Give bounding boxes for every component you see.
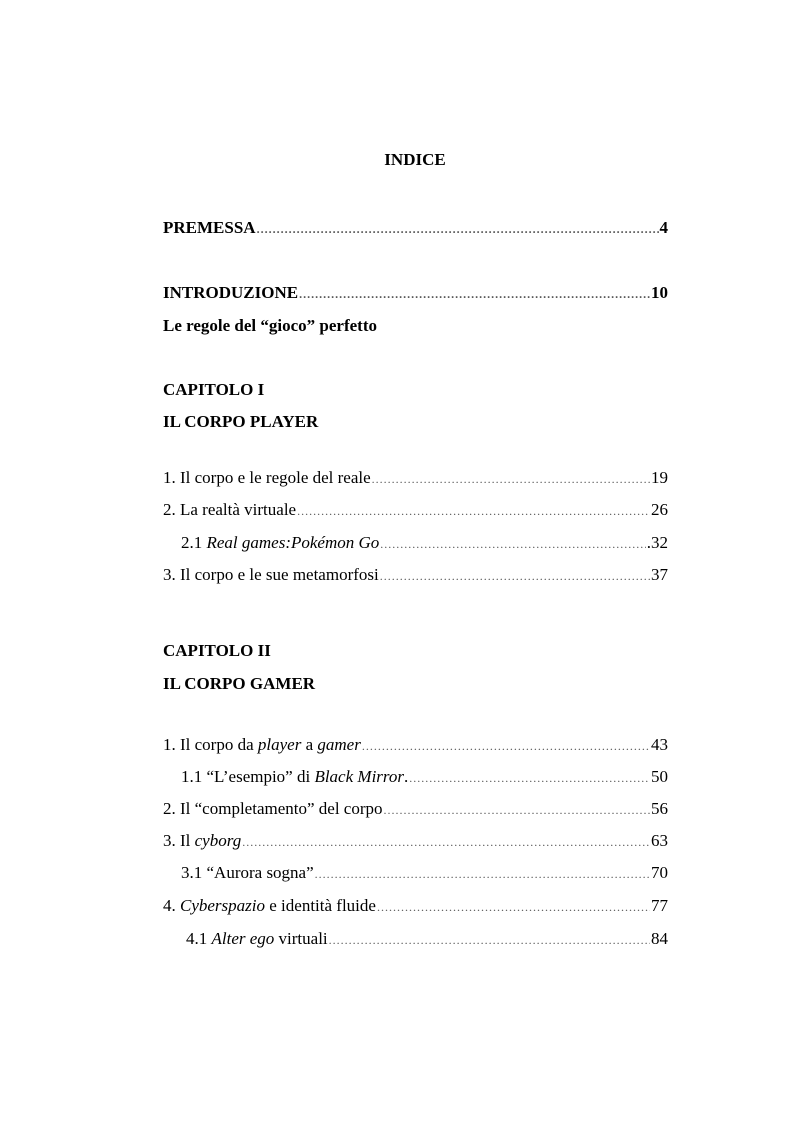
toc-entry-2-1 [163, 735, 668, 757]
toc-entry-label: PREMESSA [163, 218, 256, 237]
toc-entry-1-1 [163, 468, 668, 490]
leader-dots [242, 831, 650, 851]
leader-dots [380, 533, 645, 553]
toc-entry-label: 1. Il corpo e le regole del reale [163, 468, 371, 487]
toc-page-number: 56 [651, 799, 668, 818]
toc-page-number: .32 [646, 533, 668, 552]
toc-entry-2-3 [163, 831, 668, 853]
leader-dots [257, 218, 659, 238]
label-prefix: 3. Il [163, 831, 195, 850]
label-italic: cyborg [194, 831, 242, 850]
leader-dots [297, 500, 650, 520]
label-prefix: 4. [163, 896, 180, 915]
toc-entry-label [181, 767, 408, 787]
toc-page-number: 77 [651, 896, 668, 915]
label-italic: Cyberspazio [180, 896, 265, 915]
toc-page-number: 84 [651, 929, 668, 948]
leader-dots [315, 863, 650, 883]
label-italic: player [257, 735, 302, 754]
label-suffix: . [404, 767, 409, 786]
toc-page-number: 10 [651, 283, 668, 302]
label-suffix: e identità fluide [265, 896, 376, 915]
toc-page-number: 37 [651, 565, 668, 584]
toc-entry-2-4-1 [186, 929, 668, 951]
toc-page-number: 50 [651, 767, 668, 786]
leader-dots [372, 468, 650, 488]
page-title: INDICE [384, 150, 446, 169]
toc-entry-premessa [163, 218, 668, 240]
label-prefix: 2.1 [181, 533, 207, 552]
chapter-2-label: CAPITOLO II [163, 641, 271, 660]
toc-entry-2-4 [163, 896, 668, 918]
introduzione-subtitle: Le regole del “gioco” perfetto [163, 316, 378, 335]
toc-page-number: 70 [651, 863, 668, 882]
label-prefix: 1. Il corpo da [163, 735, 258, 754]
leader-dots [380, 565, 650, 585]
label-suffix: virtuali [274, 929, 328, 948]
label-prefix: 4.1 [186, 929, 212, 948]
toc-page-number: 63 [651, 831, 668, 850]
label-italic: Alter ego [211, 929, 275, 948]
chapter-1-title: IL CORPO PLAYER [163, 412, 319, 431]
label-italic: gamer [317, 735, 361, 754]
chapter-2-title: IL CORPO GAMER [163, 674, 316, 693]
toc-entry-2-1-1 [181, 767, 668, 789]
toc-entry-label: INTRODUZIONE [163, 283, 299, 302]
toc-page-number: 43 [651, 735, 668, 754]
leader-dots [377, 896, 650, 916]
leader-dots [362, 735, 650, 755]
toc-entry-2-2 [163, 799, 668, 821]
toc-entry-label: 3. Il corpo e le sue metamorfosi [163, 565, 379, 584]
toc-entry-label: 3.1 “Aurora sogna” [181, 863, 314, 882]
leader-dots [329, 929, 650, 949]
toc-page-number: 19 [651, 468, 668, 487]
label-prefix: 1.1 “L’esempio” di [181, 767, 315, 786]
toc-entry-1-2 [163, 500, 668, 522]
toc-entry-label [186, 929, 328, 949]
toc-entry-introduzione [163, 283, 668, 305]
chapter-1-label: CAPITOLO I [163, 380, 265, 399]
toc-entry-1-2-1 [181, 533, 668, 555]
label-italic: Real games:Pokémon Go [206, 533, 380, 552]
toc-entry-label [181, 533, 379, 553]
toc-entry-label [163, 896, 376, 916]
toc-entry-label: 2. La realtà virtuale [163, 500, 297, 519]
toc-page-number: 4 [659, 218, 668, 237]
label-italic: Black Mirror [314, 767, 405, 786]
toc-entry-1-3 [163, 565, 668, 587]
toc-entry-label: 2. Il “completamento” del corpo [163, 799, 383, 818]
leader-dots [299, 283, 650, 303]
toc-entry-label [163, 735, 361, 755]
leader-dots [409, 767, 650, 787]
toc-page-number: 26 [651, 500, 668, 519]
toc-entry-label [163, 831, 241, 851]
toc-entry-2-3-1 [181, 863, 668, 885]
leader-dots [384, 799, 651, 819]
label-mid: a [301, 735, 318, 754]
